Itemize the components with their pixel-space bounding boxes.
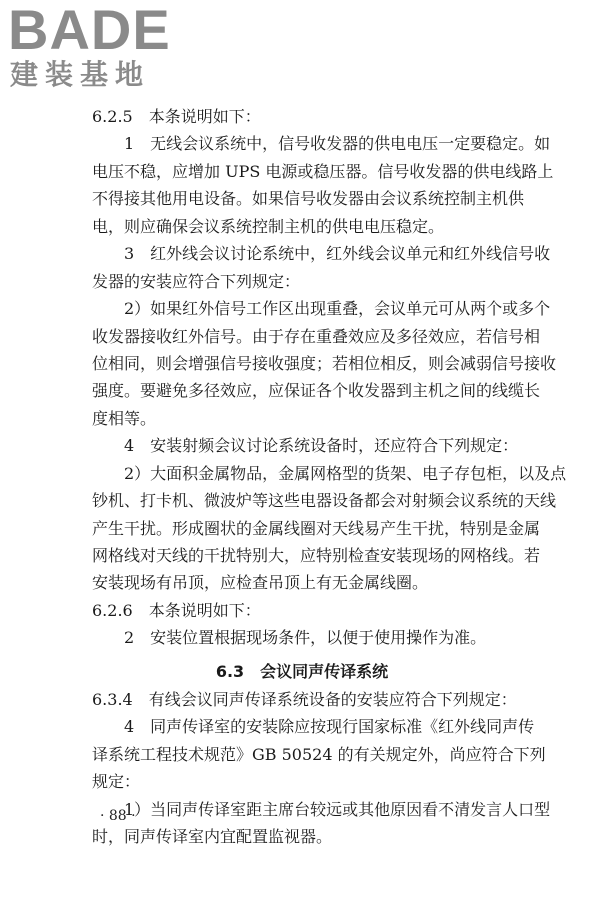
paragraph-line: 发器的安装应符合下列规定： xyxy=(92,271,301,291)
paragraph-line: 钞机、打卡机、微波炉等这些电器设备都会对射频会议系统的天线 xyxy=(92,491,557,511)
paragraph-line: 2）大面积金属物品，金属网格型的货架、电子存包柜，以及点 xyxy=(124,463,567,483)
paragraph-line: 1）当同声传译室距主席台较远或其他原因看不清发言人口型 xyxy=(124,799,551,819)
page-number: · 88 · xyxy=(100,808,136,824)
logo-wordmark: BADE xyxy=(8,0,171,61)
logo-subtitle: 建装基地 xyxy=(10,58,151,91)
clause-6-2-6-heading: 6.2.6 本条说明如下： xyxy=(92,600,261,620)
paragraph-line: 2 安装位置根据现场条件，以便于使用操作为准。 xyxy=(124,628,487,648)
clause-6-2-5-heading: 6.2.5 本条说明如下： xyxy=(92,107,261,126)
paragraph-line: 强度。要避免多径效应，应保证各个收发器到主机之间的线缆长 xyxy=(92,381,541,401)
paragraph-line: 电，则应确保会议系统控制主机的供电电压稳定。 xyxy=(92,216,445,236)
paragraph-line: 电压不稳，应增加 UPS 电源或稳压器。信号收发器的供电线路上 xyxy=(92,161,554,181)
paragraph-line: 4 同声传译室的安装除应按现行国家标准《红外线同声传 xyxy=(124,717,535,737)
paragraph-line: 收发器接收红外信号。由于存在重叠效应及多径效应，若信号相 xyxy=(92,326,541,346)
section-6-3-title: 6.3 会议同声传译系统 xyxy=(215,661,389,681)
paragraph-line: 度相等。 xyxy=(92,408,157,428)
document-body xyxy=(92,103,567,850)
paragraph-line: 不得接其他用电设备。如果信号收发器由会议系统控制主机供 xyxy=(92,189,525,209)
paragraph-line: 1 无线会议系统中，信号收发器的供电电压一定要稳定。如 xyxy=(124,134,551,154)
paragraph-line: 网格线对天线的干扰特别大，应特别检查安装现场的网格线。若 xyxy=(92,546,541,565)
paragraph-line: 4 安装射频会议讨论系统设备时，还应符合下列规定： xyxy=(124,436,519,456)
paragraph-line: 2）如果红外信号工作区出现重叠，会议单元可从两个或多个 xyxy=(124,299,551,319)
bade-logo xyxy=(8,2,188,94)
paragraph-line: 译系统工程技术规范》GB 50524 的有关规定外，尚应符合下列 xyxy=(92,744,546,764)
paragraph-line: 产生干扰。形成圈状的金属线圈对天线易产生干扰，特别是金属 xyxy=(92,518,541,538)
paragraph-line: 3 红外线会议讨论系统中，红外线会议单元和红外线信号收 xyxy=(124,244,551,264)
clause-6-3-4-heading: 6.3.4 有线会议同声传译系统设备的安装应符合下列规定： xyxy=(92,689,517,709)
paragraph-line: 位相同，则会增强信号接收强度；若相位相反，则会减弱信号接收 xyxy=(92,353,557,373)
paragraph-line: 时，同声传译室内宜配置监视器。 xyxy=(92,826,333,846)
paragraph-line: 安装现场有吊顶，应检查吊顶上有无金属线圈。 xyxy=(92,573,429,593)
paragraph-line: 规定： xyxy=(92,772,141,792)
